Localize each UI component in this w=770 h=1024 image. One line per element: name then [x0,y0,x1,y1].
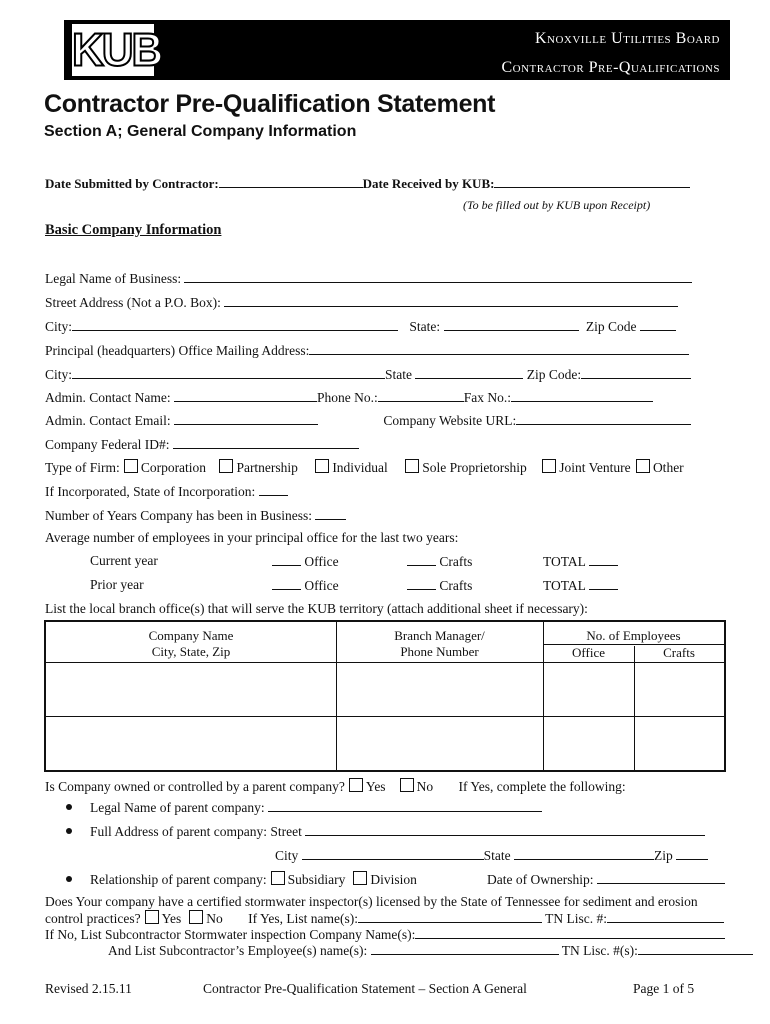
admin-name-label: Admin. Contact Name: [45,390,171,405]
fax-label: Fax No.: [463,390,511,405]
col-branch-manager-line2: Phone Number [400,644,479,659]
current-office-group [272,553,339,570]
prior-office-group [272,577,339,594]
years-label: Number of Years Company has been in Business: [45,508,312,523]
street-row [45,294,678,311]
date-ownership-field[interactable] [597,871,725,884]
footer-page: Page 1 of 5 [633,981,695,996]
state-label: State: [409,319,441,334]
checkbox-partnership[interactable] [219,459,233,473]
checkbox-stormwater-no[interactable] [189,910,203,924]
table-cell[interactable] [48,718,334,770]
prior-crafts-label: Crafts [439,578,473,593]
date-received-label: Date Received by KUB: [362,176,495,191]
state2-field[interactable] [415,366,523,379]
option-joint-venture: Joint Venture [559,460,631,475]
parent-relationship-label: Relationship of parent company: [90,872,267,887]
tn-lisc2-field[interactable] [638,942,753,955]
current-crafts-group [407,553,472,570]
parent-if-yes: If Yes, complete the following: [458,779,626,794]
stormwater-line2 [45,910,724,927]
col-branch-manager-line1: Branch Manager/ [394,628,485,643]
federal-id-field[interactable] [173,436,359,449]
current-crafts-field[interactable] [407,553,436,566]
prior-crafts-field[interactable] [407,577,436,590]
parent-street-field[interactable] [305,823,705,836]
legal-name-row [45,270,692,287]
parent-question-row [45,778,626,795]
fax-field[interactable] [511,389,653,402]
checkbox-corporation[interactable] [124,459,138,473]
table-header-rule [46,662,724,663]
zip-label: Zip Code [585,319,637,334]
subcontractor-employee-field[interactable] [371,942,559,955]
subsidiary-label: Subsidiary [287,872,346,887]
street-field[interactable] [224,294,678,307]
current-office-label: Office [304,554,339,569]
firm-type-label: Type of Firm: [45,460,120,475]
parent-relationship-row [66,871,417,888]
tn-lisc-label: TN Lisc. #: [545,911,607,926]
legal-name-field[interactable] [184,270,692,283]
date-submitted-field[interactable] [219,175,363,188]
federal-id-row [45,436,359,453]
parent-question: Is Company owned or controlled by a parent company? [45,779,345,794]
stormwater-line3 [45,926,725,943]
basic-info-heading: Basic Company Information [45,222,222,238]
kub-logo [70,22,162,78]
legal-name-label: Legal Name of Business: [45,271,182,286]
avg-employees-label: Average number of employees in your principal office for the last two years: [45,530,459,545]
website-field[interactable] [516,412,691,425]
federal-id-label: Company Federal ID#: [45,437,170,452]
prior-total-field[interactable] [589,577,618,590]
current-total-field[interactable] [589,553,618,566]
parent-yes-label: Yes [365,779,386,794]
table-divider [634,646,635,770]
zip2-label: Zip Code: [526,367,582,382]
parent-zip-field[interactable] [676,847,708,860]
city2-row [45,366,691,383]
parent-legal-row [66,799,542,816]
option-partnership: Partnership [236,460,298,475]
city-field[interactable] [72,318,398,331]
mailing-row [45,342,689,359]
stormwater-line1: Does Your company have a certified stormwater inspector(s) licensed by the State of Tennessee for sediment and erosion [45,894,698,909]
table-row-rule [46,716,724,717]
firm-type-row [45,459,684,476]
subcontractor-employee-label: And List Subcontractor’s Employee(s) name(s): [108,943,368,958]
stormwater-question: control practices? [45,911,141,926]
division-label: Division [370,872,417,887]
table-cell[interactable] [48,664,334,714]
current-office-field[interactable] [272,553,301,566]
tn-lisc-field[interactable] [607,910,724,923]
date-submitted-label: Date Submitted by Contractor: [45,176,219,191]
prior-office-label: Office [304,578,339,593]
parent-legal-field[interactable] [268,799,542,812]
prior-year-label: Prior year [90,577,144,592]
mailing-label: Principal (headquarters) Office Mailing Address: [45,343,310,358]
zip-field[interactable] [640,318,676,331]
date-ownership-label: Date of Ownership: [487,872,594,887]
checkbox-other[interactable] [636,459,650,473]
bullet-icon [66,828,72,834]
parent-no-label: No [416,779,434,794]
incorporated-label: If Incorporated, State of Incorporation: [45,484,256,499]
tn-lisc2-label: TN Lisc. #(s): [561,943,638,958]
years-row [45,507,346,524]
city2-label: City: [45,367,73,382]
col-no-employees: No. of Employees [586,628,681,643]
section-subtitle: Section A; General Company Information [44,123,357,140]
parent-city-row [275,847,708,864]
footer-revised: Revised 2.15.11 [45,981,132,996]
option-corporation: Corporation [140,460,207,475]
prior-crafts-group [407,577,472,594]
mailing-field[interactable] [309,342,689,355]
checkbox-subsidiary[interactable] [271,871,285,885]
admin-name-field[interactable] [174,389,317,402]
dates-row [45,175,690,192]
stormwater-yes-label: Yes [161,911,182,926]
current-crafts-label: Crafts [439,554,473,569]
parent-address-row [66,823,705,840]
col-office: Office [572,645,605,660]
city-row [45,318,676,335]
website-label: Company Website URL: [383,413,517,428]
checkbox-parent-no[interactable] [400,778,414,792]
logo-text: KUB [72,24,162,77]
org-name: Knoxville Utilities Board [534,30,720,47]
kub-receipt-note: (To be filled out by KUB upon Receipt) [463,198,651,212]
stormwater-line4 [108,942,753,959]
admin-email-label: Admin. Contact Email: [45,413,171,428]
col-company-name-line1: Company Name [148,628,234,643]
checkbox-parent-yes[interactable] [349,778,363,792]
page-title: Contractor Pre-Qualification Statement [44,90,496,118]
parent-city-label: City [275,848,299,863]
option-sole-proprietorship: Sole Proprietorship [422,460,527,475]
parent-zip-label: Zip [654,848,673,863]
parent-state-field[interactable] [514,847,654,860]
incorporated-row [45,483,288,500]
stormwater-names-label: If Yes, List name(s): [248,911,358,926]
checkbox-stormwater-yes[interactable] [145,910,159,924]
col-company-name [46,628,336,660]
date-received-field[interactable] [494,175,690,188]
parent-address-label: Full Address of parent company: Street [90,824,302,839]
footer-title: Contractor Pre-Qualification Statement – Section A General [203,981,527,996]
option-individual: Individual [332,460,388,475]
city2-field[interactable] [72,366,385,379]
state-field[interactable] [444,318,579,331]
checkbox-sole-proprietorship[interactable] [405,459,419,473]
street-label: Street Address (Not a P.O. Box): [45,295,221,310]
admin-email-field[interactable] [174,412,318,425]
admin-row [45,389,653,406]
city-label: City: [45,319,73,334]
current-year-label: Current year [90,553,158,568]
prior-office-field[interactable] [272,577,301,590]
stormwater-no-label: No [206,911,223,926]
col-crafts: Crafts [663,645,695,660]
subcontractor-company-field[interactable] [415,926,725,939]
state2-label: State [385,367,413,382]
incorporated-field[interactable] [259,483,288,496]
stormwater-names-field[interactable] [358,910,542,923]
parent-city-field[interactable] [302,847,484,860]
zip2-field[interactable] [581,366,691,379]
branch-office-table [44,620,726,772]
parent-state-label: State [483,848,511,863]
bullet-icon [66,804,72,810]
prior-total-label: TOTAL [543,578,586,593]
checkbox-joint-venture[interactable] [542,459,556,473]
option-other: Other [652,460,684,475]
branch-list-label: List the local branch office(s) that will serve the KUB territory (attach additional sheet if necessary): [45,601,588,616]
years-field[interactable] [315,507,346,520]
email-row [45,412,691,429]
phone-label: Phone No.: [316,390,378,405]
subcontractor-company-label: If No, List Subcontractor Stormwater inspection Company Name(s): [45,927,416,942]
phone-field[interactable] [378,389,464,402]
col-branch-manager [336,628,543,660]
header-subtitle: Contractor Pre-Qualifications [501,59,720,76]
parent-legal-label: Legal Name of parent company: [90,800,265,815]
bullet-icon [66,876,72,882]
prior-total-group [543,577,618,594]
date-ownership-row [487,871,725,888]
current-total-label: TOTAL [543,554,586,569]
checkbox-individual[interactable] [315,459,329,473]
col-company-name-line2: City, State, Zip [151,644,231,659]
checkbox-division[interactable] [353,871,367,885]
current-total-group [543,553,618,570]
